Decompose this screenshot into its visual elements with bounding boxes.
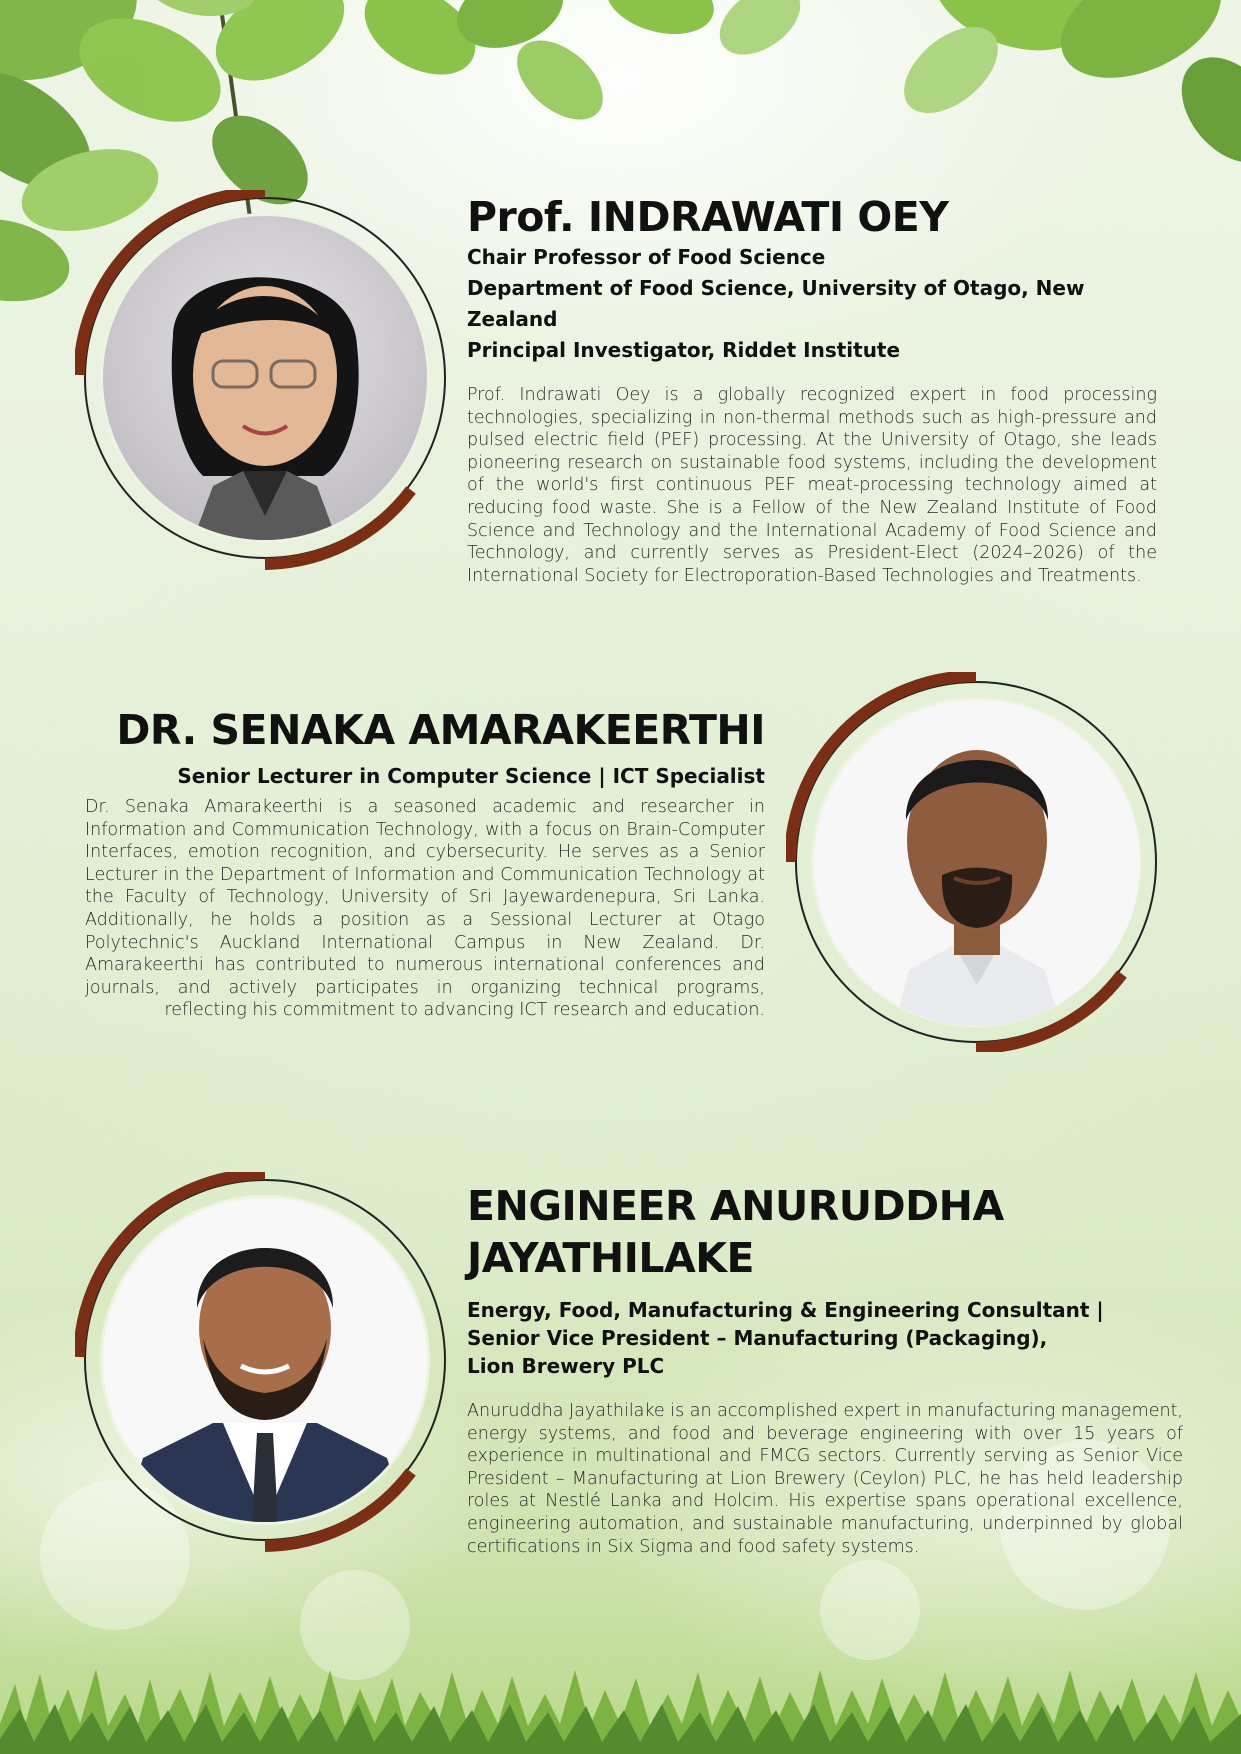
speaker-1-bio: Prof. Indrawati Oey is a globally recognized expert in food processing technologies, specializing in non-thermal methods such as high-pressure and pulsed electric field (PEF) processing. At the University of Otago, she leads pioneering research on sustainable food systems, including the development of the world's first continuous PEF meat-processing technology aimed at reducing food waste. She is a Fellow of the New Zealand Institute of Food Science and Technology and the International Academy of Food Science and Technology, and currently serves as President-Elect (2024–2026) of the International Society for Electroporation-Based Technologies and Treatments. (467, 385, 1157, 586)
bokeh-light-decoration (300, 1570, 410, 1680)
speaker-3-name-line-2: JAYATHILAKE (467, 1234, 755, 1282)
bokeh-light-decoration (820, 1560, 920, 1660)
speaker-2-portrait (814, 700, 1140, 1026)
speaker-2-photo-frame (786, 672, 1166, 1052)
speaker-3-portrait (103, 1198, 427, 1522)
speaker-1-role-2: Department of Food Science, University of Otago, New Zealand (467, 276, 1085, 331)
speaker-1-role-3: Principal Investigator, Riddet Institute (467, 338, 901, 362)
speaker-2-name: DR. SENAKA AMARAKEERTHI (116, 706, 765, 754)
speaker-2-info (85, 703, 765, 1022)
speaker-3-name (467, 1180, 1183, 1284)
speaker-2-role-1: Senior Lecturer in Computer Science | ICT Specialist (177, 764, 765, 788)
speaker-1-role-1: Chair Professor of Food Science (467, 245, 826, 269)
speaker-1-photo-frame (75, 190, 455, 570)
speaker-1-portrait (103, 216, 427, 540)
speaker-3-name-line-1: ENGINEER ANURUDDHA (467, 1182, 1004, 1230)
speaker-1-name: Prof. INDRAWATI OEY (467, 193, 949, 241)
speaker-3-info (467, 1180, 1183, 1558)
speaker-3-bio: Anuruddha Jayathilake is an accomplished expert in manufacturing management, energy systems, and food and beverage engineering with over 15 years of experience in multinational and FMCG sectors. Currently serving as Senior Vice President – Manufacturing at Lion Brewery (Ceylon) PLC, he has held leadership roles at Nestlé Lanka and Holcim. His expertise spans operational excellence, engineering automation, and sustainable manufacturing, underpinned by global certifications in Six Sigma and food safety systems. (467, 1401, 1183, 1557)
speaker-2-bio: Dr. Senaka Amarakeerthi is a seasoned academic and researcher in Information and Communication Technology, with a focus on Brain-Computer Interfaces, emotion recognition, and cybersecurity. He serves as a Senior Lecturer in the Department of Information and Communication Technology at the Faculty of Technology, University of Sri Jayewardenepura, Sri Lanka. Additionally, he holds a position as a Sessional Lecturer at Otago Polytechnic's Auckland International Campus in New Zealand. Dr. Amarakeerthi has contributed to numerous international conferences and journals, and actively participates in organizing technical programs, reflecting his commitment to advancing ICT research and education. (85, 797, 765, 1021)
speaker-3-photo-frame (75, 1172, 455, 1552)
speaker-3-role-1: Energy, Food, Manufacturing & Engineering Consultant | (467, 1298, 1104, 1322)
leaves-top-center-decoration (360, 0, 820, 170)
grass-bottom-decoration (0, 1664, 1241, 1754)
speaker-3-role-2: Senior Vice President – Manufacturing (Packaging), (467, 1326, 1048, 1350)
leaves-top-right-decoration (891, 0, 1241, 180)
speaker-3-role-3: Lion Brewery PLC (467, 1354, 665, 1378)
speaker-1-info (467, 192, 1159, 587)
